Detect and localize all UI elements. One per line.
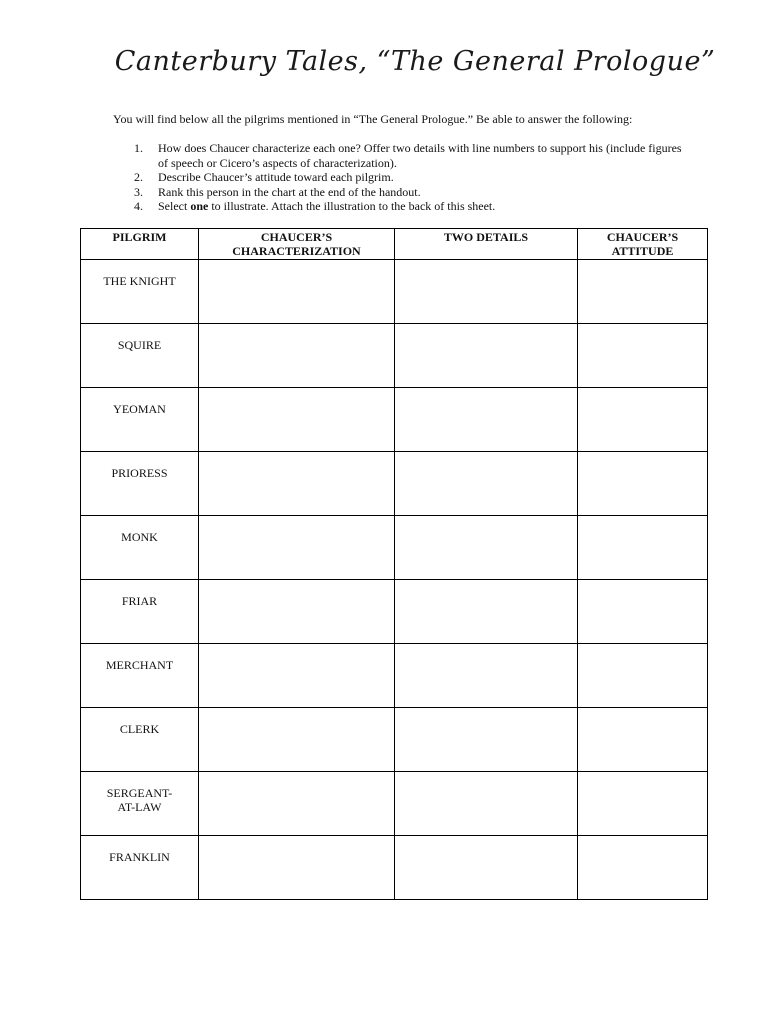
instruction-item: [128, 199, 688, 214]
instructions-list: [128, 141, 688, 214]
two-details-cell[interactable]: [395, 260, 578, 324]
instruction-number: 4.: [134, 199, 143, 213]
table-row: [81, 388, 708, 452]
two-details-cell[interactable]: [395, 324, 578, 388]
two-details-cell[interactable]: [395, 772, 578, 836]
attitude-cell[interactable]: [578, 708, 708, 772]
table-row: [81, 836, 708, 900]
pilgrim-name: YEOMAN: [81, 388, 199, 452]
table-row: [81, 580, 708, 644]
instruction-item: [128, 170, 688, 185]
attitude-cell[interactable]: [578, 452, 708, 516]
instruction-item: [128, 141, 688, 170]
characterization-cell[interactable]: [199, 388, 395, 452]
two-details-cell[interactable]: [395, 516, 578, 580]
two-details-cell[interactable]: [395, 580, 578, 644]
two-details-cell[interactable]: [395, 452, 578, 516]
characterization-cell[interactable]: [199, 260, 395, 324]
characterization-cell[interactable]: [199, 516, 395, 580]
instruction-number: 3.: [134, 184, 143, 199]
pilgrim-name: FRANKLIN: [81, 836, 199, 900]
attitude-cell[interactable]: [578, 644, 708, 708]
attitude-cell[interactable]: [578, 772, 708, 836]
table-row: [81, 324, 708, 388]
attitude-cell[interactable]: [578, 516, 708, 580]
attitude-cell[interactable]: [578, 580, 708, 644]
header-characterization: CHAUCER’S CHARACTERIZATION: [199, 229, 395, 260]
header-pilgrim: PILGRIM: [81, 229, 199, 260]
table-header-row: [81, 229, 708, 260]
header-attitude: CHAUCER’S ATTITUDE: [578, 229, 708, 260]
instruction-text-after: to illustrate. Attach the illustration to the back of this sheet.: [208, 199, 496, 213]
table-row: [81, 772, 708, 836]
intro-text: You will find below all the pilgrims mentioned in “The General Prologue.” Be able to answer the following:: [113, 112, 633, 126]
table-row: [81, 644, 708, 708]
characterization-cell[interactable]: [199, 772, 395, 836]
attitude-cell[interactable]: [578, 324, 708, 388]
pilgrim-name: THE KNIGHT: [81, 260, 199, 324]
table-row: [81, 260, 708, 324]
two-details-cell[interactable]: [395, 388, 578, 452]
attitude-cell[interactable]: [578, 836, 708, 900]
instruction-item: [128, 185, 688, 200]
instruction-number: 1.: [134, 141, 143, 155]
instruction-text: Describe Chaucer’s attitude toward each pilgrim.: [158, 170, 394, 184]
pilgrim-table: [80, 228, 708, 900]
instruction-text: How does Chaucer characterize each one? Offer two details with line numbers to support his (include figures of speech or Cicero’s aspects of characterization).: [158, 141, 682, 170]
two-details-cell[interactable]: [395, 708, 578, 772]
pilgrim-name: SERGEANT-AT-LAW: [81, 772, 199, 836]
characterization-cell[interactable]: [199, 644, 395, 708]
table-row: [81, 516, 708, 580]
characterization-cell[interactable]: [199, 452, 395, 516]
table-row: [81, 452, 708, 516]
pilgrim-name: MONK: [81, 516, 199, 580]
pilgrim-name: PRIORESS: [81, 452, 199, 516]
characterization-cell[interactable]: [199, 580, 395, 644]
page-title: Canterbury Tales, “The General Prologue”: [114, 46, 716, 77]
pilgrim-name: FRIAR: [81, 580, 199, 644]
attitude-cell[interactable]: [578, 388, 708, 452]
instruction-text: Rank this person in the chart at the end of the handout.: [158, 184, 421, 199]
attitude-cell[interactable]: [578, 260, 708, 324]
pilgrim-name: MERCHANT: [81, 644, 199, 708]
characterization-cell[interactable]: [199, 708, 395, 772]
table-row: [81, 708, 708, 772]
header-two-details: TWO DETAILS: [395, 229, 578, 260]
characterization-cell[interactable]: [199, 836, 395, 900]
pilgrim-name: CLERK: [81, 708, 199, 772]
two-details-cell[interactable]: [395, 836, 578, 900]
instruction-emphasis: one: [190, 199, 209, 213]
instruction-text-before: Select: [158, 199, 191, 213]
instruction-number: 2.: [134, 170, 143, 184]
two-details-cell[interactable]: [395, 644, 578, 708]
pilgrim-name: SQUIRE: [81, 324, 199, 388]
characterization-cell[interactable]: [199, 324, 395, 388]
